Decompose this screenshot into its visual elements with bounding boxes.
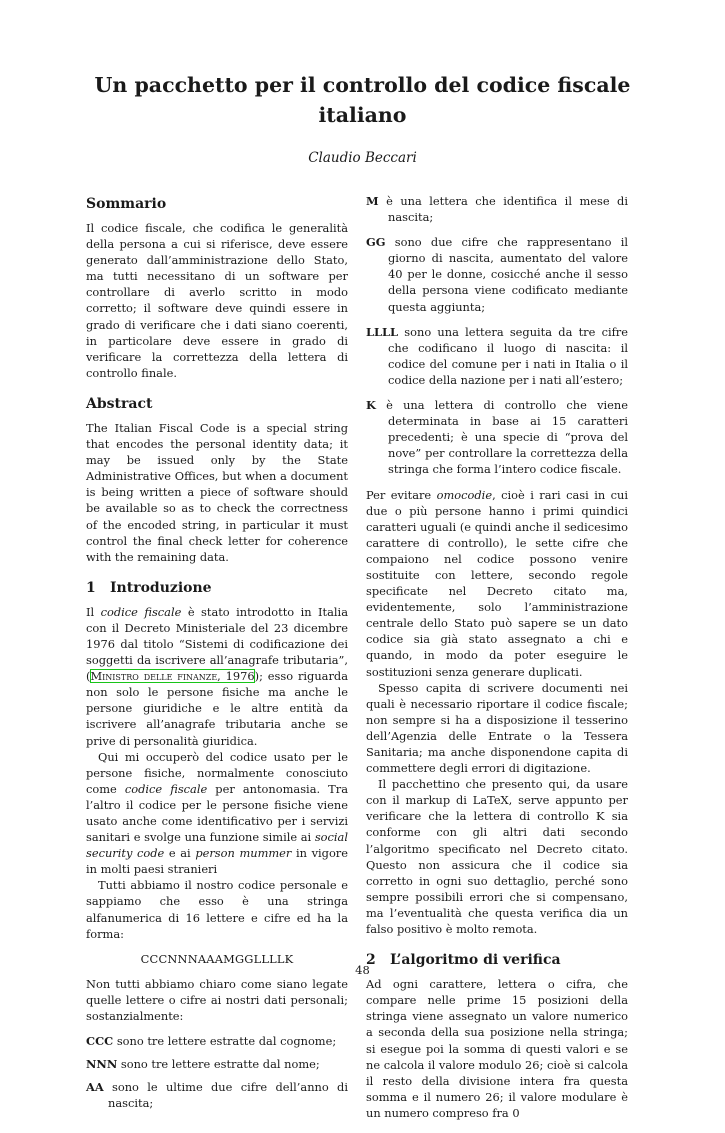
left-column	[86, 193, 348, 1124]
latex-logo: LaTeX	[472, 793, 509, 808]
section-number: 1	[86, 579, 96, 596]
package-paragraph: Il pacchettino che presento qui, da usare con il markup di LaTeX, serve appunto per verificare che la lettera di controllo K sia conforme con gli altri dati secondo l’algoritmo specificato nel Decreto citato. Questo non assicura che il codice sia corretto in ogni suo dettaglio, perché sono sempre possibili errori che si compensano, ma l’eventualità che questa verifica dia un falso positivo è molto remota.	[366, 777, 628, 937]
sommario-heading: Sommario	[86, 196, 167, 212]
section-title: L’algoritmo di verifica	[390, 952, 561, 969]
page-number: 48	[355, 963, 370, 977]
definition-item: LLLL sono una lettera seguita da tre cifre che codificano il luogo di nascita: il codice del comune per i nati in Italia o il codice della nazione per i nati all’estero;	[366, 324, 628, 387]
section-number: 2	[366, 952, 376, 969]
code-formula: CCCNNNAAAMGGLLLLK	[140, 951, 294, 966]
abstract-heading: Abstract	[86, 395, 153, 412]
definition-item: GG sono due cifre che rappresentano il giorno di nascita, aumentato del valore 40 per le donne, cosicché anche il sesso della persona viene codificato mediante questa aggiunta;	[366, 235, 629, 314]
paper-title: Un pacchetto per il controllo del codice fiscale italiano	[94, 73, 631, 127]
definition-item: K è una lettera di controllo che viene determinata in base ai 15 caratteri precedenti; è una specie di “prova del nove” per controllare la correttezza della stringa che forma l’intero codice fiscale.	[366, 398, 628, 477]
intro-paragraph-2: Qui mi occuperò del codice usato per le persone fisiche, normalmente conosciuto come codice fiscale per antonomasia. Tra l’altro il codice per le persone fisiche viene usato anche come identificativo per i servizi sanitari e svolge una funzione simile ai social security code e ai person mummer in vigore in molti paesi stranieri	[86, 749, 349, 877]
abstract-section	[86, 395, 348, 565]
algorithm-text: Ad ogni carattere, lettera o cifra, che compare nelle prime 15 posizioni della stringa viene assegnato un valore numerico a seconda della sua posizione nella stringa; si esegue poi la somma di questi valori e se ne calcola il valore modulo 26; cioè si calcola il resto della divisione intera fra questa somma e il numero 26; il valore modulare è un numero compreso fra 0	[366, 977, 628, 1120]
definition-item: AA sono le ultime due cifre dell’anno di nascita;	[86, 1080, 348, 1111]
definition-item: CCC sono tre lettere estratte dal cognome;	[86, 1034, 337, 1049]
author-name: Claudio Beccari	[308, 150, 417, 166]
intro-section	[86, 579, 348, 1112]
omocodie-paragraph: Per evitare omocodie, cioè i rari casi in cui due o più persone hanno i primi quindici caratteri uguali (e quindi anche il sedicesimo carattere di controllo), le sette cifre che compaiono nel codice possono venire sostituite con lettere, secondo regole specificate nel Decreto citato ma, evidentemente, solo l’amministrazione centrale dello Stato può sapere se un dato codice sia già stato assegnato a chi e quando, in modo da poter eseguire le sostituzioni senza generare duplicati.	[366, 487, 628, 679]
sommario-text: Il codice fiscale, che codifica le generalità della persona a cui si riferisce, deve essere generato dall’amministrazione dello Stato, ma tutti necessitano di un software per controllare di averlo scritto in modo corretto; il software deve quindi essere in grado di verificare che i dati siano coerenti, in particolare deve essere in grado di verificare la correttezza della lettera di controllo finale.	[86, 221, 348, 380]
usage-paragraph: Spesso capita di scrivere documenti nei quali è necessario riportare il codice fiscale; non sempre si ha a disposizione il tesserino dell’Agenzia delle Entrate o la Tessera Sanitaria; ma anche disponendone capita di commettere degli errori di digitazione.	[366, 680, 628, 776]
definition-item: M è una lettera che identifica il mese di nascita;	[366, 194, 628, 225]
citation-link[interactable]: Ministro delle finanze, 1976	[90, 669, 255, 684]
definition-item: NNN sono tre lettere estratte dal nome;	[86, 1057, 320, 1072]
intro-heading	[86, 579, 348, 597]
intro-paragraph-3: Tutti abbiamo il nostro codice personale e sappiamo che esso è una stringa alfanumerica di 16 lettere e cifre ed ha la forma:	[86, 878, 348, 941]
intro-paragraph-4: Non tutti abbiamo chiaro come siano legate quelle lettere o cifre ai nostri dati personali; sostanzialmente:	[86, 976, 348, 1024]
section-title: Introduzione	[110, 579, 212, 596]
intro-paragraph-1: Il codice fiscale è stato introdotto in Italia con il Decreto Ministeriale del 23 dicembre 1976 dal titolo “Sistemi di codificazione dei soggetti da iscrivere all’anagrafe tributaria”, (Ministro delle finanze, 1976); esso riguarda non solo le persone fisiche ma anche le persone giuridiche e le altre entità da iscrivere all’anagrafe tributaria anche se prive di personalità giuridica.	[86, 604, 348, 748]
sommario-section	[86, 195, 348, 381]
abstract-text: The Italian Fiscal Code is a special string that encodes the personal identity data; it may be issued only by the State Administrative Offices, but when a document is being written a piece of software should be available so as to check the correctness of the encoded string, in particular it must control the final check letter for coherence with the remaining data.	[86, 420, 348, 564]
right-column	[366, 193, 628, 1133]
